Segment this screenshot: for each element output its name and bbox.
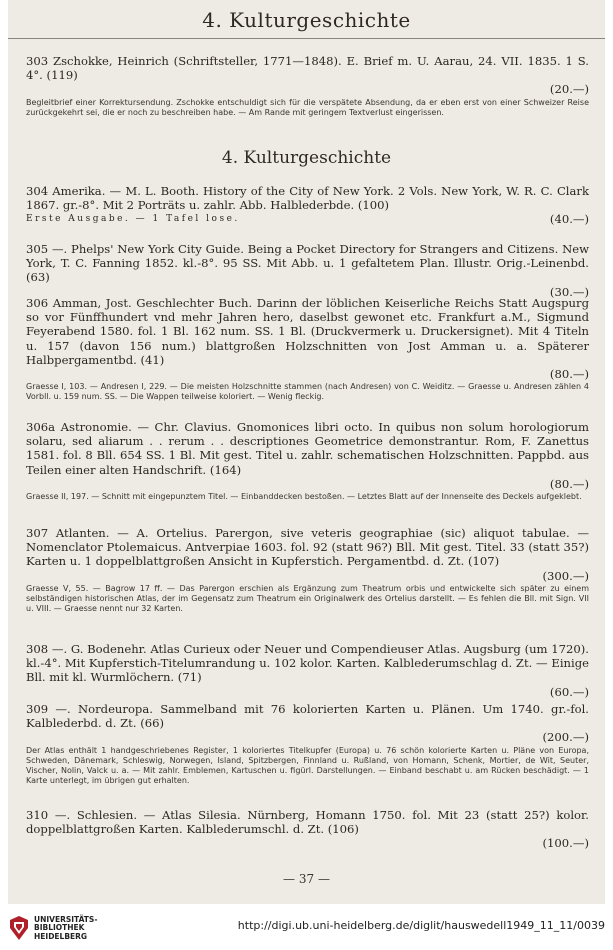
- entry-price-line: [26, 367, 589, 381]
- footer-bar: [0, 906, 613, 950]
- catalog-entry: [26, 526, 589, 614]
- catalog-entry: [26, 702, 589, 786]
- entry-price-line: [26, 477, 589, 491]
- catalog-entry: [26, 242, 589, 299]
- catalog-entry: [26, 184, 589, 227]
- section-title: 4. Kulturgeschichte: [221, 148, 392, 168]
- entry-text: 306a Astronomie. — Chr. Clavius. Gnomonices libri octo. In quibus non solum horologiorum solaru, sed aliarum . . rerum . . descriptiones Geometrice demonstrantur. Rom, F. Zanettus 1581. fol. 8 Bll. 654 SS. 1 Bl. Mit gest. Titel u. zahlr. schematischen Holzschnitten. Pappbd. aus Teilen einer alten Handschrift. (164): [26, 420, 589, 477]
- entry-price: (40.—): [549, 212, 589, 227]
- entry-note: Begleitbrief einer Korrektursendung. Zschokke entschuldigt sich für die verspätete Absendung, da er eben erst von einer Schweizer Reise zurückgekehrt sei, die er noch zu beschreiben habe. — Am Rande mit geringem Textverlust eingerissen.: [26, 97, 589, 117]
- entry-price-line: [26, 836, 589, 850]
- entry-price-line: [26, 730, 589, 744]
- entry-price: (20.—): [549, 82, 589, 97]
- entry-text: 307 Atlanten. — A. Ortelius. Parergon, sive veteris geographiae (sic) aliquot tabulae. — Nomenclator Ptolemaicus. Antverpiae 1603. fol. 92 (statt 96?) Bll. Mit gest. Titel. 33 (statt 35?) Karten u. 1 doppelblattgroßen Ansicht in Kupferstich. Pergamentbd. d. Zt. (107): [26, 526, 589, 569]
- entry-price: (200.—): [542, 730, 589, 745]
- entry-text: 308 —. G. Bodenehr. Atlas Curieux oder Neuer und Compendieuser Atlas. Augsburg (um 1720). kl.-4°. Mit Kupferstich-Titelumrandung u. 102 kolor. Karten. Kalblederumschlag d. Zt. — Einige Bll. mit kl. Wurmlöchern. (71): [26, 642, 589, 685]
- entry-note: Graesse I, 103. — Andresen I, 229. — Die meisten Holzschnitte stammen (nach Andresen) von C. Weiditz. — Graesse u. Andresen zählen 4 Vorbll. u. 159 num. SS. — Die Wappen teilweise koloriert. — Wenig fleckig.: [26, 382, 589, 402]
- header-rule: [8, 38, 605, 39]
- entry-price-line: [26, 212, 589, 226]
- entry-price: (60.—): [549, 684, 589, 699]
- library-logo-icon: [8, 916, 30, 940]
- entry-text: 305 —. Phelps' New York City Guide. Being a Pocket Directory for Strangers and Citizens. New York, T. C. Fanning 1852. kl.-8°. 95 SS. Mit Abb. u. 1 gefaltetem Plan. Illustr. Orig.-Leinenbd. (63): [26, 242, 589, 285]
- catalog-entry: [26, 54, 589, 118]
- entry-note: Graesse II, 197. — Schnitt mit eingepunztem Titel. — Einbanddecken bestoßen. — Letztes Blatt auf der Innenseite des Deckels aufgeklebt.: [26, 492, 582, 502]
- entry-text: 304 Amerika. — M. L. Booth. History of the City of New York. 2 Vols. New York, W. R. C. Clark 1867. gr.-8°. Mit 2 Porträts u. zahlr. Abb. Halblederbde. (100): [26, 184, 589, 213]
- page-number: — 37 —: [283, 872, 330, 886]
- entry-price: (30.—): [549, 284, 589, 299]
- entry-price: (100.—): [542, 836, 589, 851]
- entry-price-line: [26, 82, 589, 96]
- entry-text: 303 Zschokke, Heinrich (Schriftsteller, 1771—1848). E. Brief m. U. Aarau, 24. VII. 1835. 1 S. 4°. (119): [26, 54, 589, 83]
- catalog-page: [8, 0, 605, 904]
- entry-text: 309 —. Nordeuropa. Sammelband mit 76 kolorierten Karten u. Plänen. Um 1740. gr.-fol. Kalblederbd. d. Zt. (66): [26, 702, 589, 731]
- entry-text: 306 Amman, Jost. Geschlechter Buch. Darinn der löblichen Keiserliche Reichs Statt Augspurg so vor Fünffhundert vnd mehr Jahren hero, daselbst gewonet etc. Frankfurt a.M., Sigmund Feyerabend 1580. fol. 1 Bl. 162 num. SS. 1 Bl. (Druckvermerk u. Druckersignet). Mit 4 Titeln u. 157 (davon 156 num.) blattgroßen Holzschnitten von Jost Amman u. a. Späterer Halbpergamentbd. (41): [26, 296, 589, 367]
- entry-note: Graesse V, 55. — Bagrow 17 ff. — Das Parergon erschien als Ergänzung zum Theatrum orbis und entwickelte sich später zu einem selbständigen historischen Atlas, der im Gegensatz zum Theatrum ein Originalwerk des Ortelius darstellt. — Es fehlen die Bll. mit Sign. VII u. VIII. — Graesse nennt nur 32 Karten.: [26, 583, 589, 614]
- entry-price-line: [26, 685, 589, 699]
- catalog-entry: [26, 420, 589, 502]
- running-head: 4. Kulturgeschichte: [202, 8, 411, 32]
- entry-price: (80.—): [549, 476, 589, 491]
- entry-price-line: [26, 569, 589, 583]
- entry-text: 310 —. Schlesien. — Atlas Silesia. Nürnberg, Homann 1750. fol. Mit 23 (statt 25?) kolor. doppelblattgroßen Karten. Kalblederumschl. d. Zt. (106): [26, 808, 589, 837]
- catalog-entry: [26, 642, 589, 699]
- source-url[interactable]: http://digi.ub.uni-heidelberg.de/diglit/hauswedell1949_11_11/0039: [237, 919, 605, 932]
- entry-subnote: Erste Ausgabe. — 1 Tafel lose.: [26, 214, 240, 225]
- entry-price: (80.—): [549, 367, 589, 382]
- entry-note: Der Atlas enthält 1 handgeschriebenes Register, 1 koloriertes Titelkupfer (Europa) u. 76 schön kolorierte Karten u. Pläne von Europa, Schweden, Dänemark, Schleswig, Norwegen, Island, Spitzbergen, Finnland u. Rußland, von Homann, Schenk, Mortier, de Wit, Seuter, Vischer, Nolin, Valck u. a. — Mit zahlr. Emblemen, Kartuschen u. figürl. Darstellungen. — Einband beschabt u. am Rücken beschädigt. — 1 Karte unterlegt, im übrigen gut erhalten.: [26, 745, 589, 786]
- entry-price: (300.—): [542, 568, 589, 583]
- library-name: UNIVERSITÄTS- BIBLIOTHEK HEIDELBERG: [34, 915, 98, 941]
- catalog-entry: [26, 808, 589, 851]
- catalog-entry: [26, 296, 589, 403]
